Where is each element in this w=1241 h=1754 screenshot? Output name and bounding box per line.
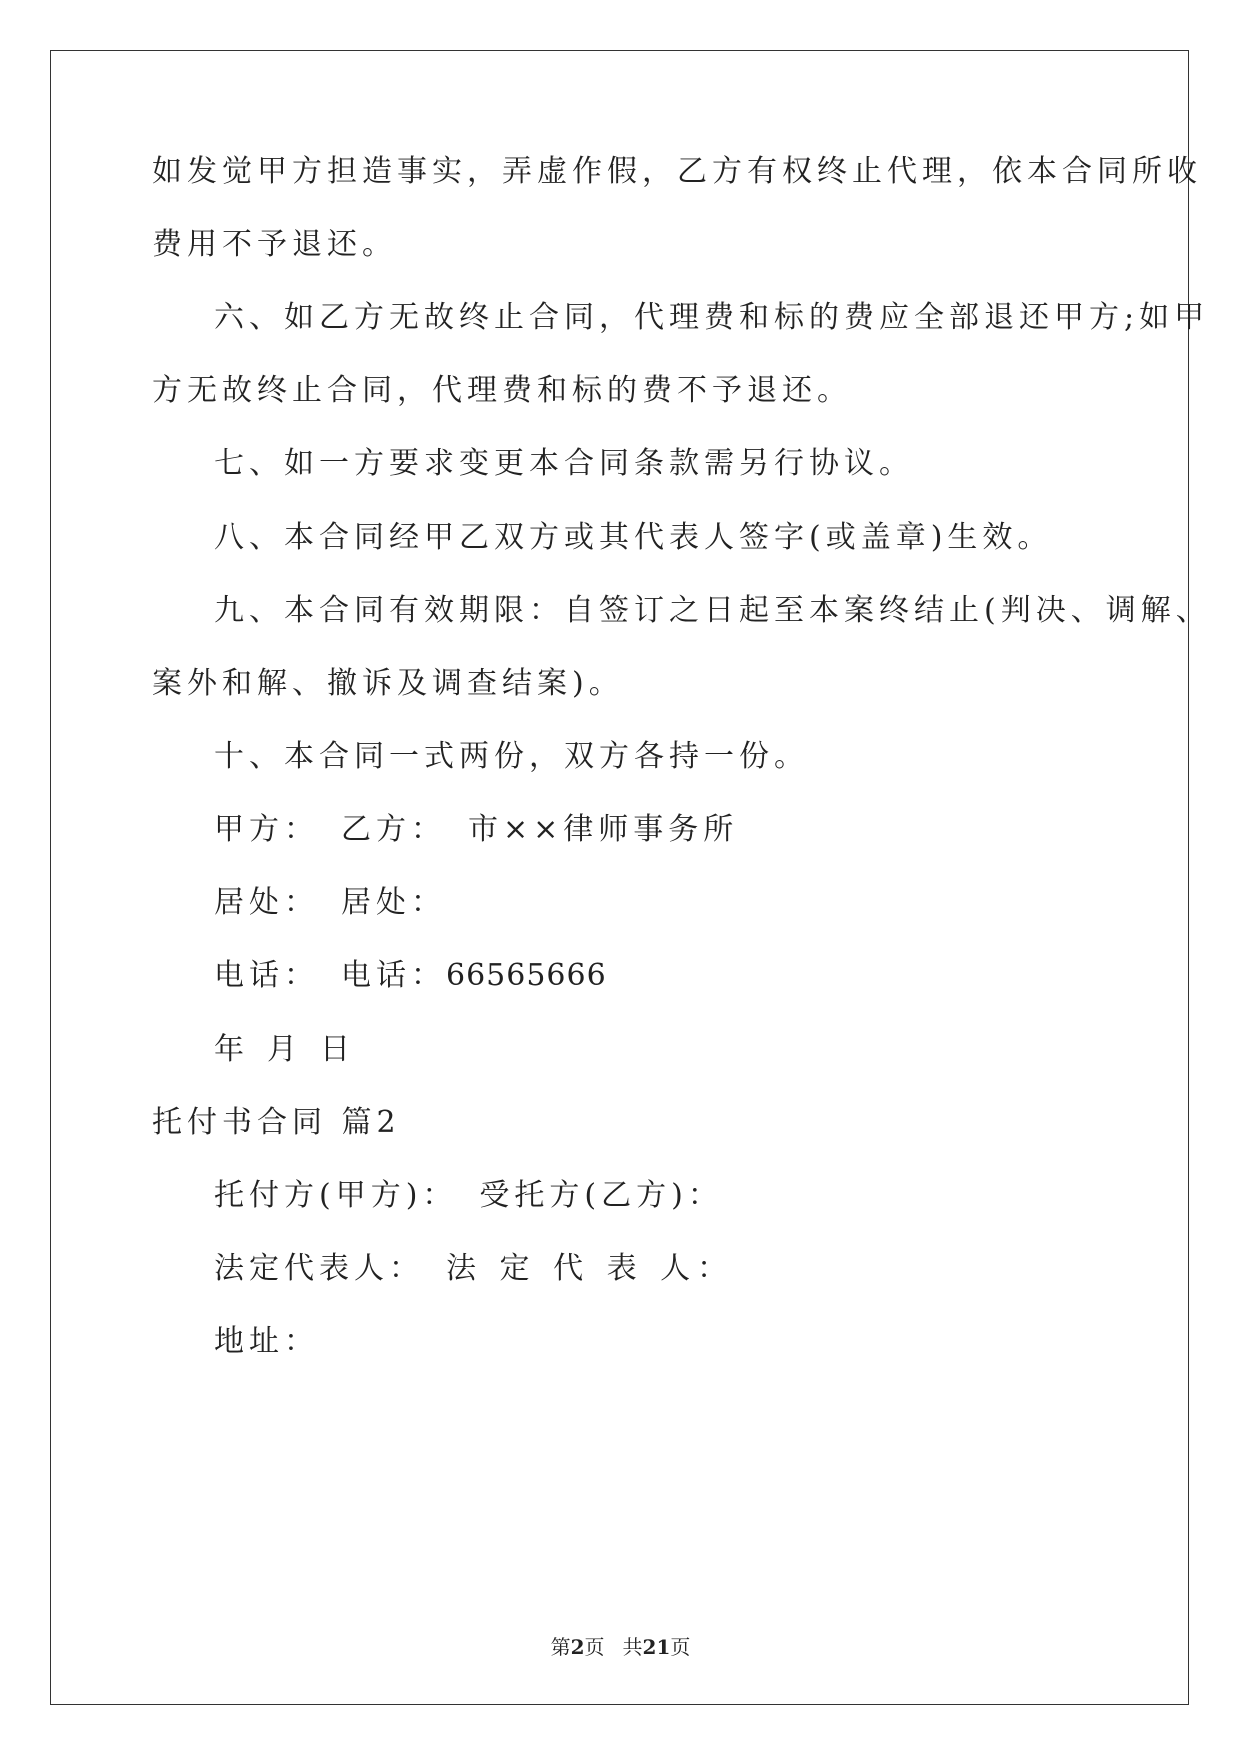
- page-footer: [0, 1634, 1241, 1660]
- phone-b-value: 66565666: [446, 958, 607, 993]
- legal-rep-a-label: 法定代表人：: [214, 1251, 424, 1286]
- phone-line: [214, 956, 607, 996]
- page-number: 2: [570, 1635, 585, 1659]
- body-line-2: 费用不予退还。: [152, 227, 397, 262]
- legal-rep-line: [214, 1249, 734, 1289]
- total-pages: 21: [642, 1635, 671, 1659]
- date-month: 月: [267, 1032, 302, 1067]
- party-b-label: 乙方：: [341, 812, 446, 847]
- phone-a-label: 电话：: [214, 958, 319, 993]
- section-title: 托付书合同 篇2: [152, 1105, 401, 1140]
- principal-label: 托付方(甲方)：: [214, 1178, 458, 1213]
- clause-10: 十、本合同一式两份，双方各持一份。: [214, 739, 809, 774]
- clause-8: 八、本合同经甲乙双方或其代表人签字(或盖章)生效。: [214, 520, 1053, 555]
- clause-9-line-2: 案外和解、撤诉及调查结案)。: [152, 666, 624, 701]
- date-year: 年: [214, 1032, 249, 1067]
- body-line-1: 如发觉甲方担造事实，弄虚作假，乙方有权终止代理，依本合同所收: [152, 154, 1202, 189]
- address-field: 地址：: [214, 1324, 319, 1359]
- page-suffix: 页: [584, 1635, 605, 1659]
- total-prefix: 共: [622, 1635, 643, 1659]
- party-a-label: 甲方：: [214, 812, 319, 847]
- party-b-value: 市××律师事务所: [468, 812, 739, 847]
- total-suffix: 页: [670, 1635, 691, 1659]
- address-line: [214, 883, 446, 923]
- party-line: [214, 810, 738, 850]
- phone-b-label: 电话：: [341, 958, 446, 993]
- clause-9-line-1: 九、本合同有效期限：自签订之日起至本案终结止(判决、调解、: [214, 593, 1211, 628]
- clause-6-line-1: 六、如乙方无故终止合同，代理费和标的费应全部退还甲方;如甲: [214, 300, 1210, 335]
- clause-7: 七、如一方要求变更本合同条款需另行协议。: [214, 446, 914, 481]
- address-b-label: 居处：: [341, 885, 446, 920]
- legal-rep-b-label: 法 定 代 表 人：: [446, 1251, 735, 1286]
- page-prefix: 第: [550, 1635, 571, 1659]
- date-day: 日: [320, 1032, 355, 1067]
- principal-line: [214, 1176, 723, 1216]
- date-line: [214, 1030, 355, 1070]
- clause-6-line-2: 方无故终止合同，代理费和标的费不予退还。: [152, 373, 852, 408]
- agent-label: 受托方(乙方)：: [479, 1178, 723, 1213]
- address-a-label: 居处：: [214, 885, 319, 920]
